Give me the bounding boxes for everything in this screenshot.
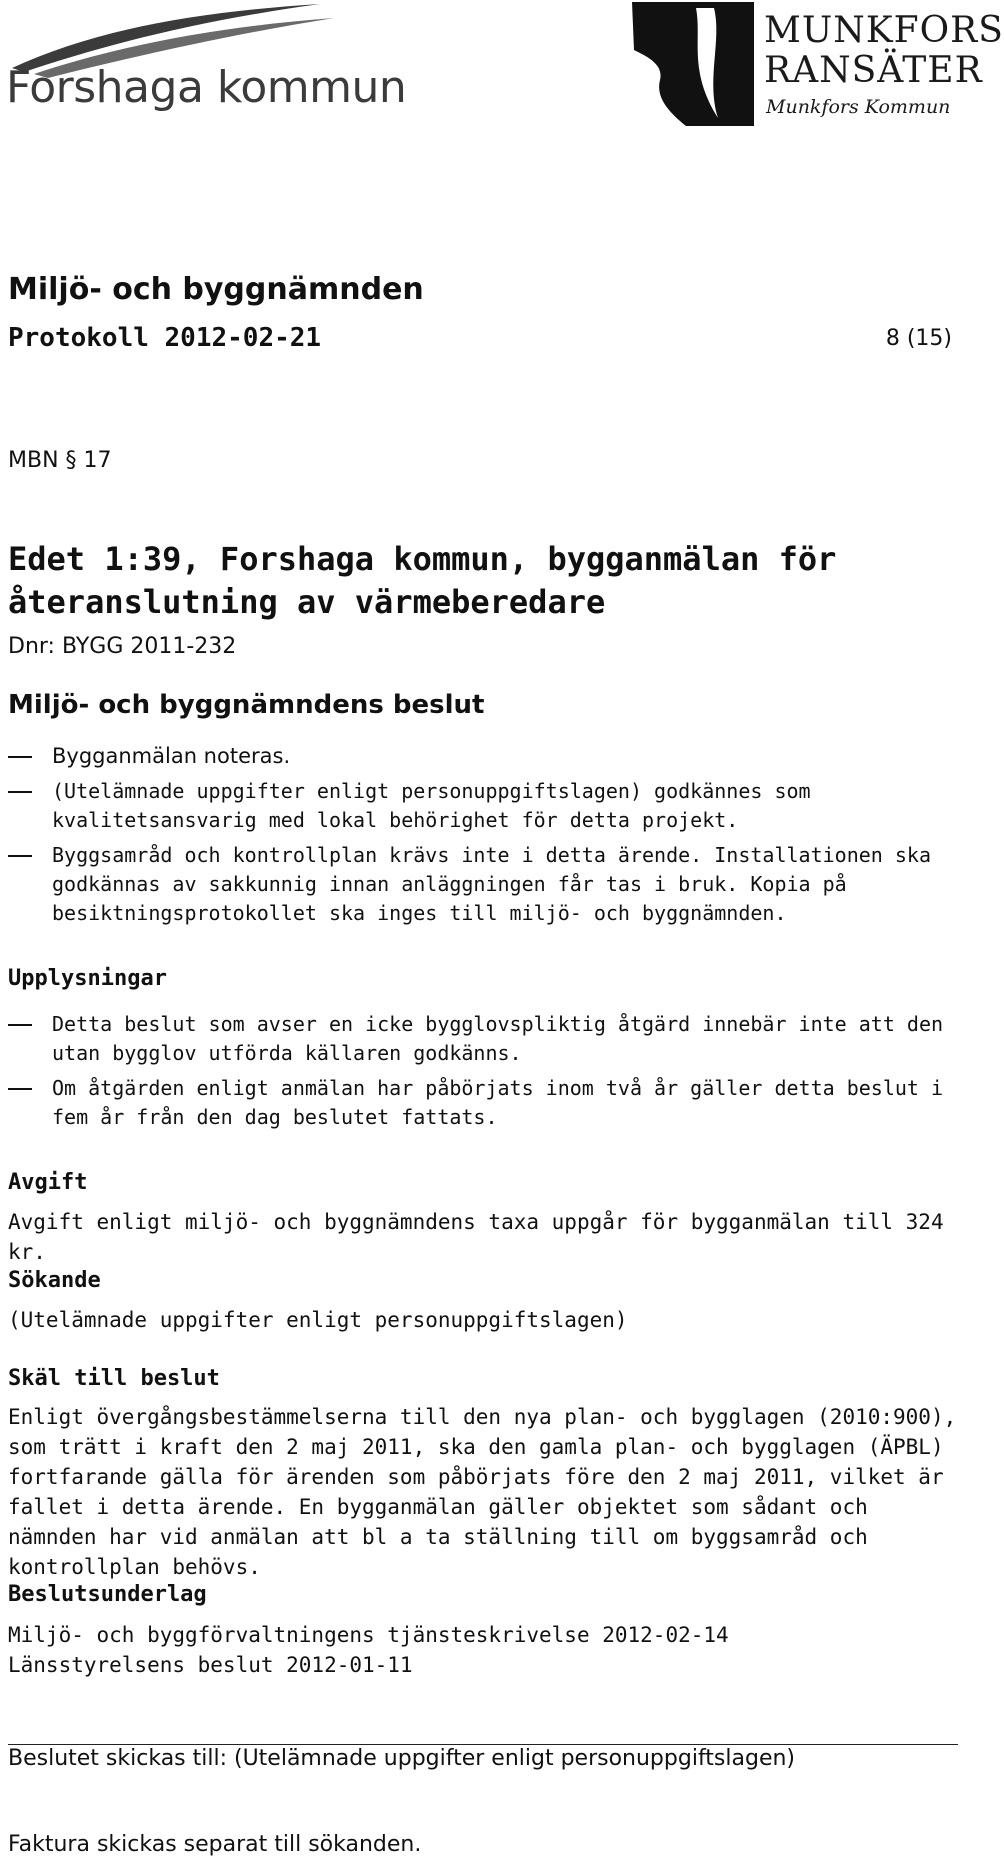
dash-bullet bbox=[8, 1088, 32, 1090]
dash-bullet bbox=[8, 756, 32, 758]
list-item bbox=[8, 742, 948, 771]
basis-heading: Beslutsunderlag bbox=[8, 1582, 207, 1607]
dash-bullet bbox=[8, 1024, 32, 1026]
munkfors-emblem-icon bbox=[626, 0, 760, 130]
protocol-date: Protokoll 2012-02-21 bbox=[8, 323, 322, 353]
dash-bullet bbox=[8, 791, 32, 793]
munkfors-ransater-logo bbox=[626, 0, 1004, 130]
list-item-text: Bygganmälan noteras. bbox=[52, 744, 291, 768]
basis-line: Länsstyrelsens beslut 2012-01-11 bbox=[8, 1653, 413, 1677]
case-number: Dnr: BYGG 2011-232 bbox=[8, 634, 237, 659]
list-item bbox=[8, 1010, 948, 1068]
page-number: 8 (15) bbox=[885, 326, 952, 351]
forshaga-logo-text: Forshaga kommun bbox=[6, 62, 407, 113]
footer-divider bbox=[8, 1744, 958, 1745]
sent-to-text: Beslutet skickas till: (Utelämnade uppgifter enligt personuppgiftslagen) bbox=[8, 1746, 796, 1771]
applicant-text: (Utelämnade uppgifter enligt personuppgiftslagen) bbox=[8, 1308, 628, 1332]
list-item bbox=[8, 1074, 948, 1132]
list-item bbox=[8, 841, 948, 928]
list-item-text: Byggsamråd och kontrollplan krävs inte i detta ärende. Installationen ska godkännas av sakkunnig innan anläggningen får tas i bruk. Kopia på besiktningsprotokollet ska inges till miljö- och byggnämnden. bbox=[52, 843, 931, 925]
applicant-heading: Sökande bbox=[8, 1268, 101, 1293]
decision-list bbox=[8, 742, 948, 934]
information-heading: Upplysningar bbox=[8, 966, 167, 991]
forshaga-logo bbox=[4, 0, 407, 120]
fee-heading: Avgift bbox=[8, 1170, 88, 1195]
paragraph-number: MBN § 17 bbox=[8, 448, 112, 473]
list-item bbox=[8, 777, 948, 835]
case-title: Edet 1:39, Forshaga kommun, bygganmälan för återanslutning av värmeberedare bbox=[8, 540, 837, 621]
decision-heading: Miljö- och byggnämndens beslut bbox=[8, 690, 485, 720]
invoice-text: Faktura skickas separat till sökanden. bbox=[8, 1832, 422, 1857]
fee-text: Avgift enligt miljö- och byggnämndens taxa uppgår för bygganmälan till 324 kr. bbox=[8, 1210, 944, 1264]
reasons-heading: Skäl till beslut bbox=[8, 1366, 220, 1391]
ransater-logo-line2: RANSÄTER bbox=[764, 50, 983, 91]
munkfors-logo-line1: MUNKFORS bbox=[764, 10, 1004, 51]
list-item-text: (Utelämnade uppgifter enligt personuppgiftslagen) godkännes som kvalitetsansvarig med lokal behörighet för detta projekt. bbox=[52, 779, 811, 832]
list-item-text: Om åtgärden enligt anmälan har påbörjats inom två år gäller detta beslut i fem år från den dag beslutet fattats. bbox=[52, 1076, 944, 1129]
list-item-text: Detta beslut som avser en icke bygglovspliktig åtgärd innebär inte att den utan bygglov utförda källaren godkänns. bbox=[52, 1012, 944, 1065]
committee-name: Miljö- och byggnämnden bbox=[8, 272, 424, 307]
munkfors-kommun-line3: Munkfors Kommun bbox=[766, 96, 951, 118]
reasons-text: Enligt övergångsbestämmelserna till den nya plan- och bygglagen (2010:900), som trätt i kraft den 2 maj 2011, ska den gamla plan- och bygglagen (ÄPBL) fortfarande gälla för ärenden som påbörjats före den 2 maj 2011, vilket är fallet i detta ärende. En bygganmälan gäller objektet som sådant och nämnden har vid anmälan att bl a ta ställning till om byggsamråd och kontrollplan behövs. bbox=[8, 1405, 957, 1579]
information-list bbox=[8, 1010, 948, 1138]
dash-bullet bbox=[8, 855, 32, 857]
basis-line: Miljö- och byggförvaltningens tjänsteskrivelse 2012-02-14 bbox=[8, 1623, 729, 1647]
